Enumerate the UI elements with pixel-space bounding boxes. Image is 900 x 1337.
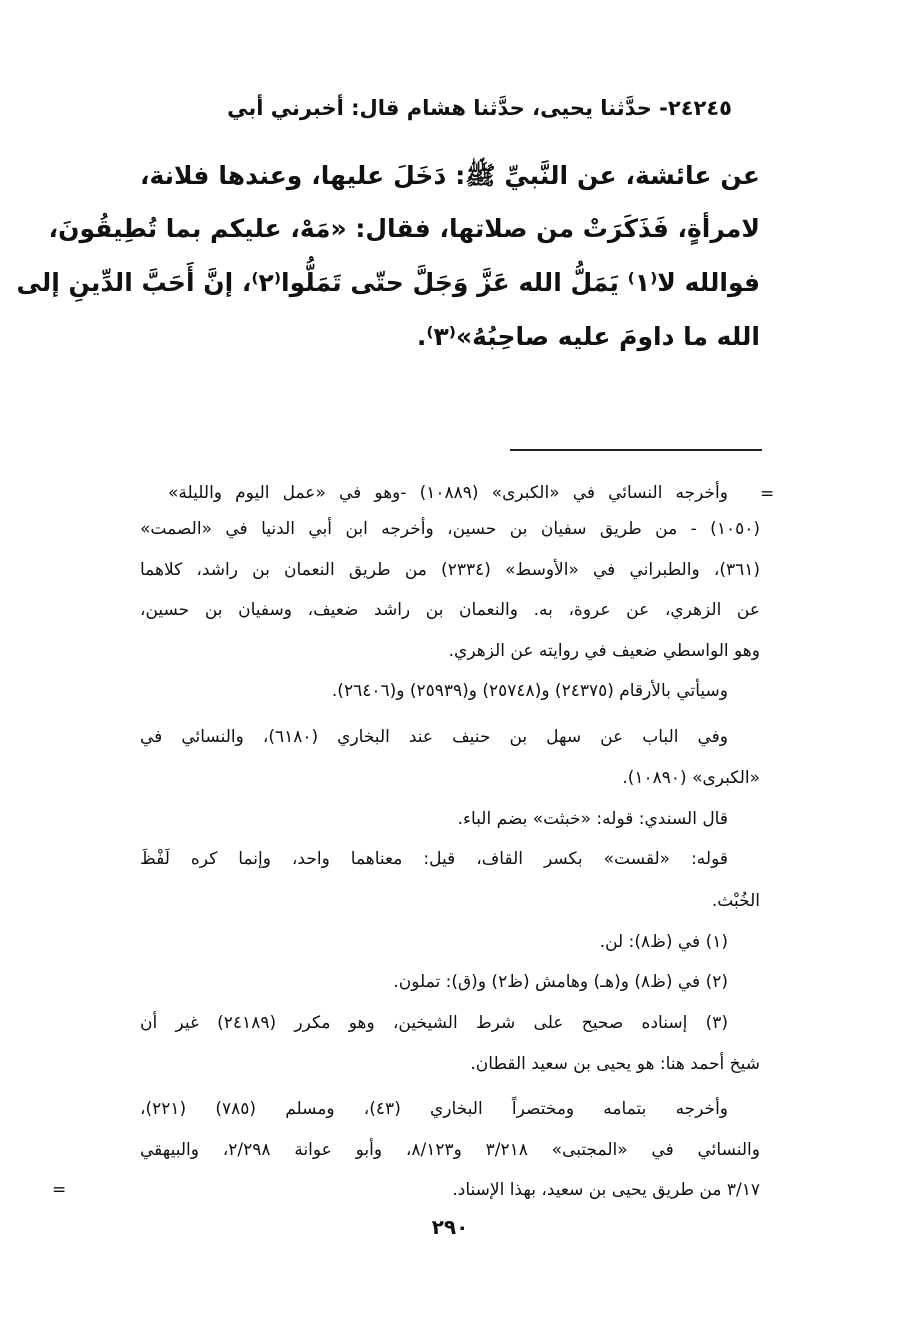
hadith-text-line: فوالله لا⁽١⁾ يَمَلُّ الله عَزَّ وَجَلَّ حتّى تَمَلُّوا⁽٢⁾، إنَّ أَحَبَّ الدِّينِ إلى <box>16 268 760 297</box>
hadith-text-line: الله ما داومَ عليه صاحِبُهُ»⁽٣⁾. <box>416 322 760 351</box>
footnote-number-3: (٣) إسناده صحيح على شرط الشيخين، وهو مكرر (٢٤١٨٩) غير أن <box>140 1013 728 1033</box>
footnote-line: قال السندي: قوله: «خبثت» بضم الباء. <box>457 809 728 829</box>
page-number: ٢٩٠ <box>431 1215 469 1239</box>
footnote-line: وسيأتي بالأرقام (٢٤٣٧٥) و(٢٥٧٤٨) و(٢٥٩٣٩) و(٢٦٤٠٦). <box>331 681 728 701</box>
footnote-line: والنسائي في «المجتبى» ٣/٢١٨ و٨/١٢٣، وأبو عوانة ٢/٢٩٨، والبيهقي <box>140 1140 760 1160</box>
footnote-line: (٣٦١)، والطبراني في «الأوسط» (٢٣٣٤) من طريق النعمان بن راشد، كلاهما <box>140 560 760 580</box>
footnote-line: وفي الباب عن سهل بن حنيف عند البخاري (٦١٨٠)، والنسائي في <box>140 727 728 747</box>
hadith-text-line: عن عائشة، عن النَّبيِّ ﷺ: دَخَلَ عليها، وعندها فلانة، <box>140 161 760 190</box>
footnote-line: وهو الواسطي ضعيف في روايته عن الزهري. <box>448 641 760 661</box>
hadith-heading: ٢٤٢٤٥- حدَّثنا يحيى، حدَّثنا هشام قال: أخبرني أبي <box>227 96 732 120</box>
footnote-line: الخُبْث. <box>711 891 760 911</box>
footnote-line: وأخرجه بتمامه ومختصراً البخاري (٤٣)، ومسلم (٧٨٥) (٢٢١)، <box>140 1099 729 1119</box>
footnote-line: ٣/١٧ من طريق يحيى بن سعيد، بهذا الإسناد. <box>452 1180 760 1200</box>
footnote-line: عن الزهري، عن عروة، به. والنعمان بن راشد ضعيف، وسفيان بن حسين، <box>140 600 760 620</box>
footnote-separator <box>510 449 762 451</box>
continuation-mark: = <box>760 484 775 504</box>
footnote-line: شيخ أحمد هنا: هو يحيى بن سعيد القطان. <box>470 1054 760 1074</box>
footnote-line: قوله: «لقست» بكسر القاف، قيل: معناهما واحد، وإنما كره لَفْظَ <box>140 849 728 869</box>
footnote-line: (١٠٥٠) - من طريق سفيان بن حسين، وأخرجه ابن أبي الدنيا في «الصمت» <box>140 519 760 539</box>
footnote-line: وأخرجه النسائي في «الكبرى» (١٠٨٨٩) -وهو في «عمل اليوم والليلة» <box>168 483 728 503</box>
footnote-line: «الكبرى» (١٠٨٩٠). <box>622 768 760 788</box>
continuation-mark: = <box>52 1180 67 1200</box>
hadith-text-line: لامرأةٍ، فَذَكَرَتْ من صلاتها، فقال: «مَهْ، عليكم بما تُطِيقُونَ، <box>48 214 760 243</box>
footnote-number-1: (١) في (ظ٨): لن. <box>599 932 728 952</box>
footnote-number-2: (٢) في (ظ٨) و(هـ) وهامش (ظ٢) و(ق): تملون. <box>393 972 728 992</box>
